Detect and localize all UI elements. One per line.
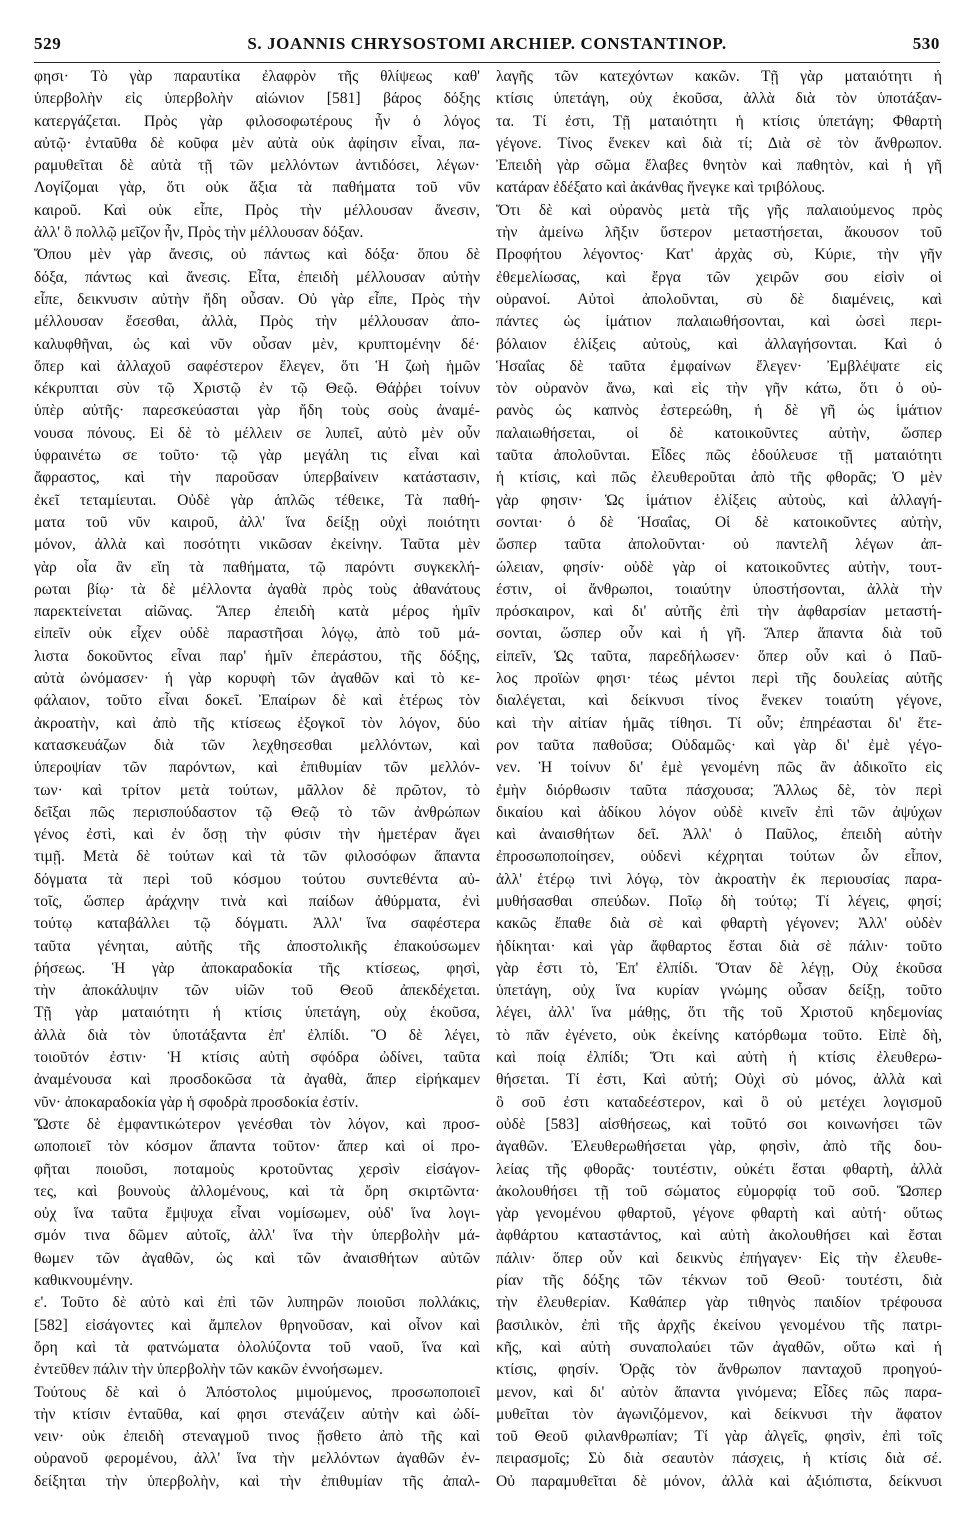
text-line: ἐπροσωποποίησεν, οὐδενὶ κέχρηται τούτων ὧν εἶπον,	[496, 848, 942, 866]
text-line: δικαίου καὶ ἀδίκου λόγον οὐδὲ κινεῖν ἐπὶ τῶν ἀψύχων	[496, 803, 942, 821]
text-line: τοῖς, ὥσπερ ἀράχνην τινὰ καὶ παίδων ἀθύρματα, ἐνὶ	[34, 892, 480, 910]
text-line: κατεργάζεται. Πρὸς γὰρ φιλοσοφωτέρους ἦν ὁ λόγος	[34, 112, 480, 130]
text-line: ἡ κτίσις, καὶ πῶς ἐλευθεροῦται ἀπὸ τῆς φθορᾶς; Ὁ μὲν	[496, 469, 942, 487]
text-line: νειν· οὐκ ἐπειδὴ στεναγμοῦ τινος ᾔσθετο ἀπὸ τῆς καὶ	[34, 1428, 480, 1446]
text-line: εἰπεῖν οὐκ εἶχεν οὐδὲ παραστῆσαι λόγῳ, ἀπὸ τοῦ μά-	[34, 625, 480, 643]
text-line: ρανὸς ὡς καπνὸς ἐστερεώθη, ἡ δὲ γῆ ὡς ἱμάτιον	[496, 402, 942, 420]
text-line: Ἡσαΐας δὲ ταῦτα ἐμφαίνων ἔλεγεν· Ἐμβλέψατε εἰς	[496, 357, 942, 375]
text-line: τὸ πᾶν ἐγένετο, οὐκ ἐκείνης κατόρθωμα τοῦτο. Εἰπὲ δὴ,	[496, 1026, 942, 1044]
text-line: ὅπερ καὶ ἀλλαχοῦ σαφέστερον ἔλεγεν, ὅτι Ἡ ζωὴ ἡμῶν	[34, 357, 480, 375]
text-line: μυθήσασθαι σπεύδων. Ποῖῳ δὴ τούτῳ; Τί λέγεις, φησί;	[496, 892, 942, 910]
text-line: τοιοῦτόν ἐστιν· Ἡ κτίσις αὐτὴ σφόδρα ὠδίνει, ταῦτα	[34, 1049, 480, 1067]
text-line: ἀλλ' ἑτέρῳ τινὶ λόγῳ, τὸν ἀκροατὴν ἐκ περιουσίας παρα-	[496, 870, 942, 888]
text-line: γὰρ γενομένου φθαρτοῦ, γέγονε φθαρτὴ καὶ αὐτή· οὕτως	[496, 1205, 942, 1223]
text-line: τούτῳ καταβάλλει τῷ δόγματι. Ἀλλ' ἵνα σαφέστερα	[34, 915, 480, 933]
text-line: έστιν, οἱ ἄνθρωποι, τοιαύτην ὑποστήσονται, ἀλλὰ τὴν	[496, 580, 942, 598]
text-line: τες, καὶ βουνοὺς ἀλλομένους, καὶ τὰ ὄρη σκιρτῶντα·	[34, 1182, 480, 1200]
text-line: τὴν κτίσιν ἐνταῦθα, καί φησι στενάζειν αὐτὴν καὶ ὠδί-	[34, 1405, 480, 1423]
text-line: Ὅπου μὲν γὰρ ἄνεσις, οὐ πάντως καὶ δόξα· ὅπου δὲ	[34, 246, 480, 264]
text-line: σονται, ὥσπερ οὖν καὶ ἡ γῆ. Ἅπερ ἅπαντα διὰ τοῦ	[496, 625, 942, 643]
text-line: τὴν ἐλευθερίαν. Καθάπερ γὰρ τιθηνὸς παιδίον τρέφουσα	[496, 1294, 942, 1312]
text-line: νεν. Ἡ τοίνυν δι' ἐμὲ γενομένη πῶς ἂν ἀδικοῖτο εἰς	[496, 759, 942, 777]
text-line: ἀκολουθήσει τῇ τοῦ σώματος εὐμορφίᾳ τοῦ σοῦ. Ὥσπερ	[496, 1182, 942, 1200]
text-line: θήσεται. Τί ἐστι, Καὶ αὐτή; Οὐχὶ σὺ μόνος, ἀλλὰ καὶ	[496, 1071, 942, 1089]
text-line: των· καὶ τρίτον μετὰ τούτων, μᾶλλον δὲ πρῶτον, τὸ	[34, 781, 480, 799]
text-line: καὶ ποίᾳ ἐλπίδι; Ὅτι καὶ αὐτὴ ἡ κτίσις ἐλευθερω-	[496, 1049, 942, 1067]
text-line: Ὥστε δὲ ἐμφαντικώτερον γενέσθαι τὸν λόγον, καὶ προσ-	[34, 1115, 480, 1133]
text-line: σονται· ὁ δὲ Ἡσαΐας, Οἱ δὲ κατοικοῦντες αὐτὴν,	[496, 513, 942, 531]
text-line: φῆται ποιοῦσι, ποταμοὺς κροτοῦντας χερσὶν εἰσάγον-	[34, 1160, 480, 1178]
text-line: ἀλλὰ διὰ τὸν ὑποτάξαντα ἐπ' ἐλπίδι. Ὃ δὲ λέγει,	[34, 1026, 480, 1044]
text-line: γὰρ ἐστι τὸ, Ἐπ' ἐλπίδι. Ὅταν δὲ λέγῃ, Οὐχ ἑκοῦσα	[496, 959, 942, 977]
text-line: ὥσπερ ταῦτα ἀπολοῦνται· οὐ παντελῆ λέγων ἀπ-	[496, 536, 942, 554]
text-line: ἀλλ' ὃ πολλῷ μεῖζον ἦν, Πρὸς τὴν μέλλουσαν δόξαν.	[34, 224, 364, 242]
text-line: αὐτῷ· ἐνταῦθα δὲ κοῦφα μὲν αὐτὰ οὐκ ἀφίησιν εἶναι, πα-	[34, 134, 480, 152]
text-line: κτίσις ὑπετάγη, οὐχ ἑκοῦσα, ἀλλὰ διὰ τὸν ὑποτάξαν-	[496, 90, 942, 108]
text-line: νουσα πόνους. Εἰ δὲ τὸ μέλλειν σε λυπεῖ, αὐτὸ μὲν οὖν	[34, 424, 480, 442]
text-line: ραμυθεῖται δὲ αὐτὰ τῇ τῶν μελλόντων ἀντιδόσει, λέγων·	[34, 157, 480, 175]
text-line: εἰπεῖν, Ὡς ταῦτα, παρεδήλωσεν· ὅπερ οὖν καὶ ὁ Παῦ-	[496, 647, 942, 665]
text-line: τιμῇ. Μετὰ δὲ τούτων καὶ τὰ τῶν φιλοσόφων ἅπαντα	[34, 848, 480, 866]
text-line: βασιλικὸν, ἐπὶ τῆς ἀρχῆς ἐκείνου γενομένου τῆς πατρι-	[496, 1316, 942, 1334]
text-line: δόξα, πάντως καὶ ἄνεσις. Εἶτα, ἐπειδὴ μέλλουσαν αὐτὴν	[34, 268, 480, 286]
text-line: φάλαιον, τοῦτο εἶναι δοκεῖ. Ἐπαίρων δὲ καὶ ἑτέρως τὸν	[34, 692, 480, 710]
text-line: Οὐ παραμυθεῖται δὲ μόνον, ἀλλὰ καὶ ἀξιόπιστα, δείκνυσι	[496, 1472, 942, 1490]
text-line: Ἐπειδὴ γὰρ σῶμα ἔλαβες θνητὸν καὶ παθητὸν, καὶ ἡ γῆ	[496, 157, 942, 175]
text-line: πάντες ὡς ἱμάτιον παλαιωθήσονται, καὶ ὡσεὶ περι-	[496, 313, 942, 331]
text-line: κῆς, καὶ αὐτὴ συναπολαύει τῶν ἀγαθῶν, οὕτω καὶ ἡ	[496, 1338, 942, 1356]
text-line: Τῇ γὰρ ματαιότητι ἡ κτίσις ὑπετάγη, οὐχ ἑκοῦσα,	[34, 1004, 480, 1022]
header-rule	[34, 62, 940, 63]
text-line: μέλλουσαν ἔσεσθαι, ἀλλὰ, Πρὸς τὴν μέλλουσαν ἀπο-	[34, 313, 480, 331]
text-line: πειρασμοῖς; Σὺ διὰ σεαυτὸν πάσχεις, ἡ κτίσις διὰ σέ.	[496, 1450, 942, 1468]
text-line: Προφήτου λέγοντος· Κατ' ἀρχὰς σὺ, Κύριε, τὴν γῆν	[496, 246, 942, 264]
text-line: Λογίζομαι γὰρ, ὅτι οὐκ ἄξια τὰ παθήματα τοῦ νῦν	[34, 179, 480, 197]
text-line: ρωται βίῳ· τὰ δὲ μέλλοντα ἀγαθὰ πρὸς τοὺς ἀθανάτους	[34, 580, 480, 598]
text-line: ματα τοῦ νῦν καιροῦ, ἀλλ' ἵνα δείξῃ οὐχὶ ποιότητι	[34, 513, 480, 531]
text-line: πάλιν· ὅπερ οὖν καὶ δεικνὺς ἐπήγαγεν· Εἰς τὴν ἐλευθε-	[496, 1249, 942, 1267]
text-line: τοῦ Θεοῦ φιλανθρωπίαν; Τί γὰρ ἀλγεῖς, φησὶν, ἐπὶ τοῖς	[496, 1428, 942, 1446]
text-line: λείας τῆς φθορᾶς· τουτέστιν, οὐκέτι ἔσται φθαρτὴ, ἀλλὰ	[496, 1160, 942, 1178]
text-line: οὐδὲ [583] αἰσθήσεως, καὶ τοῦτό σοι κοινωνήσει τῶν	[496, 1115, 942, 1133]
text-line: ἀγαθῶν. Ἐλευθερωθήσεται γὰρ, φησὶν, ἀπὸ τῆς δου-	[496, 1138, 942, 1156]
text-line: ώλειαν, φησίν· οὐδὲ γὰρ οἱ κατοικοῦντες αὐτὴν, τουτ-	[496, 558, 942, 576]
text-line: ὑπὲρ αὐτῆς· παρεσκεύασται γὰρ ἤδη τοὺς σοὺς ἀναμέ-	[34, 402, 480, 420]
text-line: ῥήσεως. Ἡ γὰρ ἀποκαραδοκία τῆς κτίσεως, φησὶ,	[34, 959, 480, 977]
left-column	[34, 66, 480, 1532]
text-line: φησι· Τὸ γὰρ παραυτίκα ἐλαφρὸν τῆς θλίψεως καθ'	[34, 68, 480, 85]
text-line: ρον ταῦτα παθοῦσα; Οὐδαμῶς· καὶ γὰρ δι' ἐμὲ γέγο-	[496, 736, 942, 754]
text-line: ἀναμένουσα καὶ προσδοκῶσα τὰ ἀγαθὰ, ἅπερ εἰρήκαμεν	[34, 1071, 480, 1089]
text-line: λαγῆς τῶν κατεχόντων κακῶν. Τῇ γὰρ ματαιότητι ἡ	[496, 68, 942, 85]
text-line: ἠδίκηται· καὶ γὰρ ἄφθαρτος ἔσται διὰ σὲ πάλιν· τοῦτο	[496, 937, 942, 955]
text-line: αὐτὰ ὠνόμασεν· ἡ γὰρ κορυφὴ τῶν ἀγαθῶν καὶ τὸ κε-	[34, 670, 480, 688]
text-line: ἐκεῖ τεταμίευται. Οὐδὲ γὰρ ἁπλῶς τέθεικε, Τὰ παθή-	[34, 491, 480, 509]
text-line: καὶ τὴν αἰτίαν ἡμᾶς τίθησι. Τί οὖν; ἐπηρέασται δι' ἕτε-	[496, 714, 942, 732]
text-line: ταῦτα ἀπολοῦνται. Εἶδες πῶς ἐδούλευσε τῇ ματαιότητι	[496, 447, 942, 465]
right-column	[496, 66, 942, 1532]
text-line: νῦν· ἀποκαραδοκία γὰρ ἡ σφοδρὰ προσδοκία ἐστίν.	[34, 1093, 359, 1111]
text-line: διαλέγεται, καὶ δείκνυσι τίνος ἕνεκεν τοιαύτη γέγονε,	[496, 692, 942, 710]
text-line: οὐρανοῦ φερομένου, ἀλλ' ἵνα τὴν μελλόντων ἀγαθῶν ἐν-	[34, 1450, 480, 1468]
text-line: κτίσις, φησίν. Ὁρᾷς τὸν ἄνθρωπον πανταχοῦ προηγού-	[496, 1361, 942, 1379]
text-line: γένος ἐστὶ, καὶ ἐν ὅσῃ τὴν φύσιν τὴν ἡμετέραν ἄγει	[34, 826, 480, 844]
text-line: τα. Τί ἐστι, Τῇ ματαιότητι ἡ κτίσις ὑπετάγη; Φθαρτὴ	[496, 112, 942, 130]
text-line: παρεκτείνεται αἰῶνας. Ἅπερ ἐπειδὴ κατὰ μέρος ἡμῖν	[34, 603, 480, 621]
text-line: θωμεν τῶν ἀγαθῶν, ὡς καὶ τῶν ἀναισθήτων αὐτῶν	[34, 1249, 480, 1267]
text-line: ἀφθάρτου καταστάντος, καὶ αὐτὴ ἀκολουθήσει καὶ ἔσται	[496, 1227, 942, 1245]
text-line: λος προϊὼν φησι· τέως μέντοι περὶ τῆς δουλείας αὐτῆς	[496, 670, 942, 688]
running-header	[34, 34, 940, 60]
text-line: ὑφραινέτω σε τοῦτο· τῷ γὰρ μεγάλη τις εἶναι καὶ	[34, 447, 480, 465]
text-line: ταῦτα γένηται, αὐτῆς τῆς ἀποστολικῆς ἐπακούσωμεν	[34, 937, 480, 955]
text-line: σμόν τινα δῶμεν αὐτοῖς, ἀλλ' ἵνα τὴν ὑπερβολὴν μά-	[34, 1227, 480, 1245]
text-line: κακῶς ἔπαθε διὰ σὲ καὶ φθαρτὴ γέγονεν; Ἀλλ' οὐδὲν	[496, 915, 942, 933]
text-line: τὴν ἀμείνω λῆξιν ὕστερον μεταστήσεται, ἄκουσον τοῦ	[496, 224, 942, 242]
running-title: S. JOANNIS CHRYSOSTOMI ARCHIEP. CONSTANTINOP.	[247, 34, 727, 53]
text-line: οὐχ ἵνα ταῦτα ἔμψυχα εἶναι νομίσωμεν, οὐδ' ἵνα λογι-	[34, 1205, 480, 1223]
text-line: ωποποιεῖ τὸν κόσμον ἅπαντα τοῦτον· ἅπερ καὶ οἱ προ-	[34, 1138, 480, 1156]
text-line: ἀκροατὴν, καὶ ἀπὸ τῆς κτίσεως ἐξογκοῖ τὸν λόγον, δύο	[34, 714, 480, 732]
text-line: ἐθεμελίωσας, καὶ ἔργα τῶν χειρῶν σου εἰσὶν οἱ	[496, 268, 942, 286]
text-line: ἐντεῦθεν πάλιν τὴν ὑπερβολὴν τῶν κακῶν ἐννοήσωμεν.	[34, 1361, 383, 1379]
text-line: δόγματα τὰ περὶ τοῦ κόσμου τούτου συντεθέντα αὐ-	[34, 870, 480, 888]
text-line: ὑπεροψίαν τῶν παρόντων, καὶ ἐπιθυμίαν τῶν μελλόν-	[34, 759, 480, 777]
text-line: καὶ ἀναισθήτων δεῖ. Ἀλλ' ὁ Παῦλος, ἐπειδὴ αὐτὴν	[496, 826, 942, 844]
text-line: ρίαν τῆς δόξης τῶν τέκνων τοῦ Θεοῦ· τουτέστι, διὰ	[496, 1272, 942, 1290]
page-number-left: 529	[34, 34, 62, 53]
text-line: ἐμὴν διόρθωσιν ταῦτα πάσχουσα; Ἄλλως δὲ, τὸν περὶ	[496, 781, 942, 799]
text-line: μόνον, ἀλλὰ καὶ ποσότητι νικῶσαν ἐκείνην. Ταῦτα μὲν	[34, 536, 480, 554]
text-line: [582] εἰσάγοντες καὶ ἄμπελον θρηνοῦσαν, καὶ οἶνον καὶ	[34, 1316, 480, 1334]
text-line: πρόσκαιρον, καὶ δι' αὐτῆς ἐπὶ τὴν ἀφθαρσίαν μεταστή-	[496, 603, 942, 621]
text-line: μυθεῖται τὸν ἀγωνιζόμενον, καὶ δείκνυσι τὴν ἄφατον	[496, 1405, 942, 1423]
text-line: οὐρανοί. Αὐτοὶ ἀπολοῦνται, σὺ δὲ διαμένεις, καὶ	[496, 290, 942, 308]
page-number-right: 530	[912, 34, 940, 53]
text-line: ὃ σοῦ ἐστι καταδεέστερον, καὶ ὃ οὐ μετέχει λογισμοῦ	[496, 1093, 942, 1111]
text-line: γὰρ φησιν· Ὡς ἱμάτιον ἑλίξεις αὐτοὺς, καὶ ἀλλαγή-	[496, 491, 942, 509]
text-line: μενον, καὶ δι' αὐτὸν ἅπαντα γινόμενα; Εἶδες πῶς παρα-	[496, 1383, 942, 1401]
text-line: ε'. Τοῦτο δὲ αὐτὸ καὶ ἐπὶ τῶν λυπηρῶν ποιοῦσι πολλάκις,	[34, 1294, 480, 1312]
text-line: τὸν οὐρανὸν ἄνω, καὶ εἰς τὴν γῆν κάτω, ὅτι ὁ οὐ-	[496, 380, 942, 398]
text-line: ὑπετάγη, οὐχ ἵνα κυρίαν γνώμης οὖσαν δείξῃ, τοῦτο	[496, 982, 942, 1000]
text-line: τὴν ἀποκάλυψιν τῶν υἱῶν τοῦ Θεοῦ ἀπεκδέχεται.	[34, 982, 480, 1000]
text-line: ἄφραστος, καὶ τὴν παροῦσαν ὑπερβαίνειν κατάστασιν,	[34, 469, 480, 487]
text-line: λιστα δοκοῦντος εἶναι παρ' ἡμῖν ἐπεράστου, τῆς δόξης,	[34, 647, 480, 665]
text-line: ὄρη καὶ τὰ φατνώματα ὀλολύζοντα τοῦ ναοῦ, ἵνα καὶ	[34, 1338, 480, 1356]
text-line: καλυφθῆναι, ὡς καὶ νῦν οὖσαν μὲν, κρυπτομένην δέ·	[34, 335, 480, 353]
text-line: εἶπε, δεικνυσιν αὐτὴν ἤδη οὖσαν. Οὐ γὰρ εἶπε, Πρὸς τὴν	[34, 290, 480, 308]
text-line: γὰρ οἷα ἂν εἴη τὰ παθήματα, τῷ παρόντι συγκεκλή-	[34, 558, 480, 576]
text-line: λέγει, ἀλλ' ἵνα μάθῃς, ὅτι τῆς τοῦ Χριστοῦ κηδεμονίας	[496, 1004, 942, 1022]
text-line: καιροῦ. Καὶ οὐκ εἶπε, Πρὸς τὴν μέλλουσαν ἄνεσιν,	[34, 201, 480, 219]
text-line: καθικνουμένην.	[34, 1272, 134, 1290]
text-line: παλαιωθήσεται, οἱ δὲ κατοικοῦντες αὐτὴν, ὥσπερ	[496, 424, 942, 442]
text-line: βόλαιον ἑλίξεις αὐτοὺς, καὶ ἀλλαγήσονται. Καὶ ὁ	[496, 335, 942, 353]
text-line: ὑπερβολὴν εἰς ὑπερβολὴν αἰώνιον [581] βάρος δόξης	[34, 90, 480, 108]
text-line: κατασκευάζων διὰ τῶν λεχθησεσθαι μελλόντων, καὶ	[34, 736, 480, 754]
text-line: Ὅτι δὲ καὶ οὐρανὸς μετὰ τῆς γῆς παλαιούμενος πρὸς	[496, 201, 942, 219]
text-line: γέγονε. Τίνος ἕνεκεν καὶ διὰ τί; Διὰ σὲ τὸν ἄνθρωπον.	[496, 134, 942, 152]
text-line: κέκρυπται σὺν τῷ Χριστῷ ἐν τῷ Θεῷ. Θάῤῥει τοίνυν	[34, 380, 480, 398]
text-line: δείξηται τὴν ὑπερβολὴν, καὶ τὴν ἐπιθυμίαν τῆς ἀπαλ-	[34, 1472, 480, 1490]
text-line: Τούτους δὲ καὶ ὁ Ἀπόστολος μιμούμενος, προσωποποιεῖ	[34, 1383, 480, 1401]
text-line: κατάραν ἐδέξατο καὶ ἀκάνθας ἤνεγκε καὶ τριβόλους.	[496, 179, 826, 197]
text-line: δεῖξαι πῶς περισπούδαστον τῷ Θεῷ τὸ τῶν ἀνθρώπων	[34, 803, 480, 821]
